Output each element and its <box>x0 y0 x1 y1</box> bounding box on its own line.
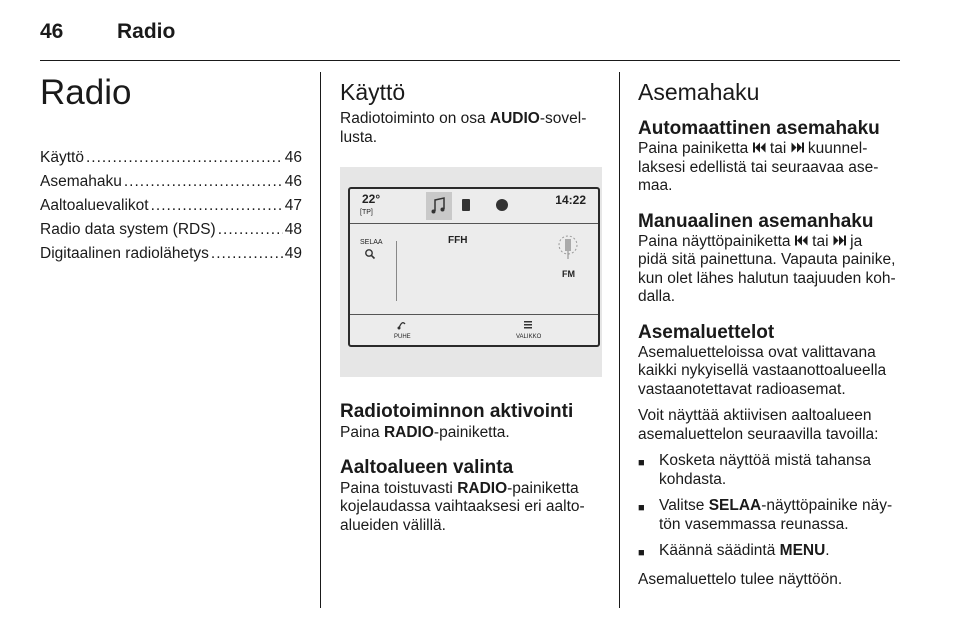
toc-column <box>40 72 302 266</box>
text: Paina toistuvasti <box>340 479 458 497</box>
station-lists-paragraph <box>638 344 900 400</box>
text-bold: MENU <box>779 542 826 559</box>
temperature-readout: 22° <box>362 192 381 206</box>
text: alueiden välillä. <box>340 516 446 534</box>
skip-next-icon <box>791 142 804 153</box>
screen-top-bar <box>350 189 598 224</box>
toc-entry[interactable] <box>40 146 302 170</box>
toc-entry[interactable] <box>40 218 302 242</box>
menu-icon <box>522 318 536 332</box>
page-number: 46 <box>40 20 64 43</box>
skip-previous-icon <box>753 142 766 153</box>
text: tai <box>807 232 833 250</box>
clock-readout: 14:22 <box>555 193 586 207</box>
browse-label: SELAA <box>360 239 383 246</box>
station-name: FFH <box>448 235 468 246</box>
browse-button[interactable] <box>360 239 383 262</box>
subheading-auto-search: Automaattinen asemahaku <box>638 118 880 139</box>
music-note-icon <box>426 192 452 220</box>
radio-band-icon <box>548 229 588 269</box>
manual-search-paragraph <box>638 233 900 307</box>
subheading-manual-search: Manuaalinen asemanhaku <box>638 210 874 232</box>
list-item-text <box>659 452 871 489</box>
usage-column <box>340 72 602 535</box>
toc-page: 48 <box>284 221 302 238</box>
text: Voit näyttää aktiivisen aaltoalueen <box>638 407 872 424</box>
running-header: Radio <box>117 20 176 43</box>
toc-label: Aaltoaluevalikot <box>40 197 149 214</box>
text-bold: AUDIO <box>489 110 540 127</box>
square-bullet-icon: ■ <box>638 502 645 514</box>
toc-leader <box>211 242 283 266</box>
text: pidä sitä painettuna. Vapauta painike, <box>638 251 896 268</box>
subheading-band-select: Aaltoalueen valinta <box>340 456 514 478</box>
text-bold: SELAA <box>708 497 762 514</box>
list-item <box>638 542 900 563</box>
square-bullet-icon: ■ <box>638 457 645 469</box>
text: -näyttöpainike näy- <box>761 497 893 514</box>
square-bullet-icon: ■ <box>638 547 645 559</box>
toc-page: 47 <box>284 197 302 214</box>
band-paragraph <box>340 480 602 536</box>
text: tai <box>765 140 791 157</box>
text-bold: RADIO <box>457 479 508 497</box>
voice-icon <box>395 318 409 332</box>
band-label: FM <box>562 269 575 279</box>
list-item-text <box>659 497 892 534</box>
closing-paragraph: Asemaluettelo tulee näyttöön. <box>638 570 843 588</box>
skip-previous-icon <box>795 235 808 246</box>
toc-label: Asemahaku <box>40 173 122 190</box>
toc-entry[interactable] <box>40 170 302 194</box>
subheading-activate: Radiotoiminnon aktivointi <box>340 401 574 422</box>
station-search-column <box>638 72 900 589</box>
voice-button[interactable] <box>394 318 411 340</box>
toc-label: Käyttö <box>40 149 84 166</box>
info-icon[interactable] <box>496 199 508 211</box>
auto-search-paragraph <box>638 140 900 196</box>
text-bold: RADIO <box>383 424 434 441</box>
table-of-contents <box>40 146 302 266</box>
list-item <box>638 452 900 489</box>
text: kuunnel- <box>803 140 868 157</box>
text: asemaluettelon seuraavilla tavoilla: <box>638 425 879 443</box>
text: -painiketta <box>507 479 579 497</box>
text: Paina <box>340 424 384 441</box>
text: tön vasemmassa reunassa. <box>659 515 849 533</box>
screen-bottom-bar <box>350 314 598 345</box>
toc-entry[interactable] <box>40 194 302 218</box>
infotainment-screen <box>348 187 600 347</box>
audio-tab[interactable] <box>426 192 452 220</box>
text: kun olet lähes halutun taajuuden koh- <box>638 269 896 287</box>
text: maa. <box>638 177 673 194</box>
list-item <box>638 497 900 534</box>
text: Käännä säädintä <box>659 542 780 559</box>
chapter-title: Radio <box>40 73 132 112</box>
text: dalla. <box>638 288 676 305</box>
tp-indicator: [TP] <box>360 209 373 216</box>
toc-page: 46 <box>284 173 302 190</box>
text: laksesi edellistä tai seuraavaa ase- <box>638 158 879 176</box>
section-title-kaytto: Käyttö <box>340 79 406 105</box>
subheading-station-lists: Asemaluettelot <box>638 321 775 343</box>
text: Asemaluetteloissa ovat valittavana <box>638 343 876 361</box>
column-divider-2 <box>619 72 620 608</box>
screen-separator <box>396 241 397 301</box>
section-title-asemahaku: Asemahaku <box>638 79 760 105</box>
toc-leader <box>218 218 283 242</box>
header-rule <box>40 60 900 61</box>
text: lusta. <box>340 128 378 146</box>
toc-label: Radio data system (RDS) <box>40 221 216 238</box>
text: Kosketa näyttöä mistä tahansa <box>659 452 871 469</box>
toc-leader <box>86 146 283 170</box>
menu-label: VALIKKO <box>516 334 542 340</box>
text: . <box>825 542 830 559</box>
skip-next-icon <box>833 235 846 246</box>
toc-page: 49 <box>284 245 302 262</box>
column-divider-1 <box>320 72 321 608</box>
toc-entry[interactable] <box>40 242 302 266</box>
infotainment-screen-figure <box>340 167 602 377</box>
text: -sovel- <box>539 110 587 127</box>
toc-leader <box>151 194 283 218</box>
text: Valitse <box>659 497 709 514</box>
search-icon <box>364 248 376 260</box>
text: Paina näyttöpainiketta <box>638 232 795 250</box>
text: vastaanotettavat radioasemat. <box>638 380 846 398</box>
text: ja <box>845 232 863 250</box>
list-item-text <box>659 542 830 563</box>
text: Paina painiketta <box>638 140 753 157</box>
toc-page: 46 <box>284 149 302 166</box>
intro-paragraph <box>340 110 602 147</box>
station-lists-paragraph-2 <box>638 407 900 444</box>
menu-button[interactable] <box>516 318 541 340</box>
text: kohdasta. <box>659 470 727 488</box>
activate-paragraph <box>340 424 602 443</box>
text: kojelaudassa vaihtaaksesi eri aalto- <box>340 498 585 515</box>
text: kaikki nykyisellä vastaanottoalueella <box>638 362 887 379</box>
text: Radiotoiminto on osa <box>340 110 490 127</box>
voice-label: PUHE <box>394 334 411 340</box>
phone-icon[interactable] <box>462 199 470 211</box>
toc-leader <box>124 170 283 194</box>
text: -painiketta. <box>433 424 510 441</box>
toc-label: Digitaalinen radiolähetys <box>40 245 209 262</box>
